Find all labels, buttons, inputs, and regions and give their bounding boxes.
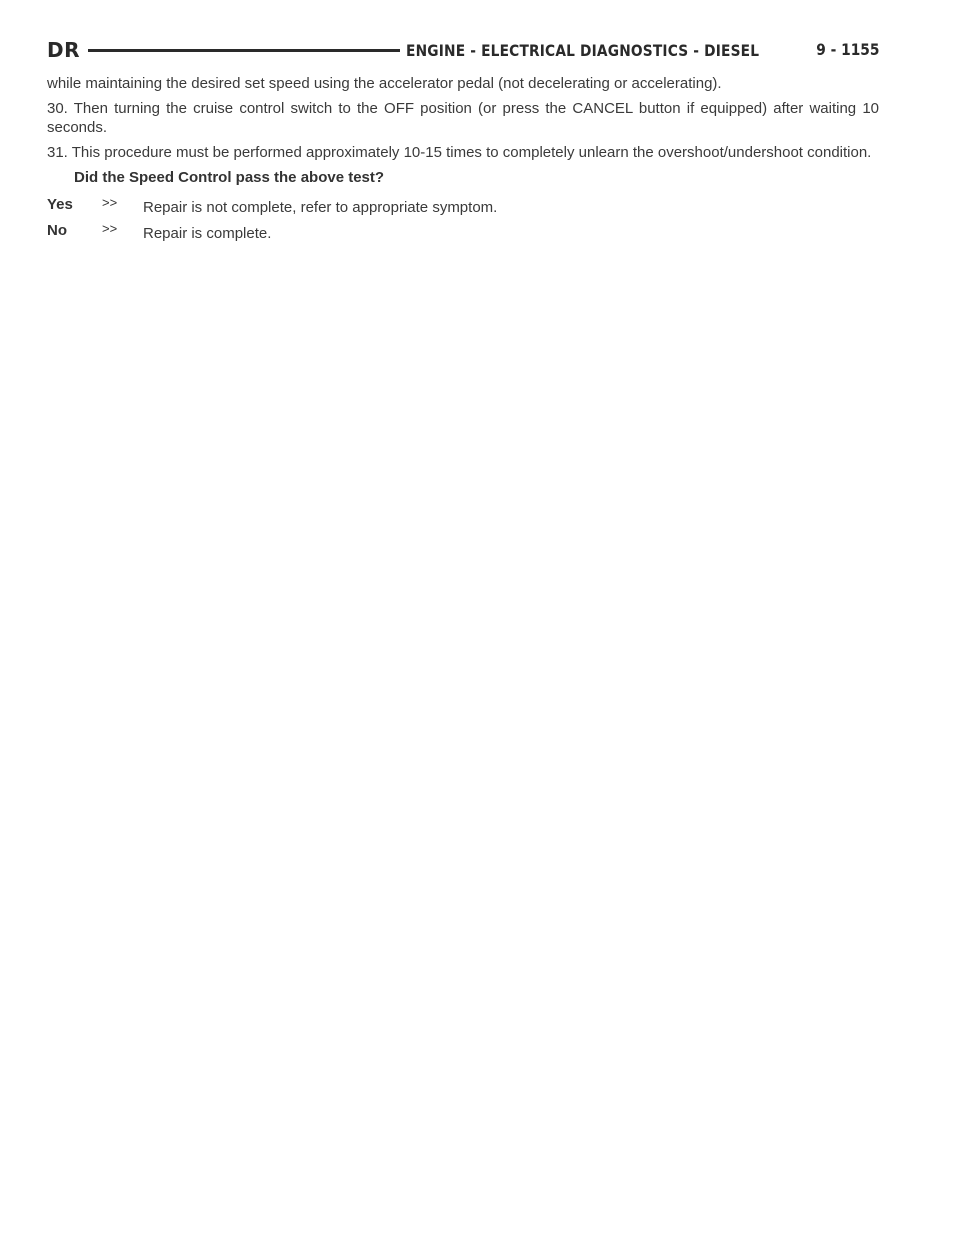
answer-key: Yes: [47, 196, 73, 213]
section-title: ENGINE - ELECTRICAL DIAGNOSTICS - DIESEL: [406, 40, 760, 60]
document-body: [47, 74, 879, 247]
answer-yes: [47, 195, 879, 221]
page-header: [47, 36, 879, 64]
answer-no: [47, 221, 879, 247]
answer-text: Repair is not complete, refer to appropriate symptom.: [143, 199, 498, 216]
manual-code: DR: [47, 38, 81, 62]
paragraph-continuation: while maintaining the desired set speed using the accelerator pedal (not decelerating or accelerating).: [47, 75, 722, 92]
answer-key: No: [47, 222, 67, 239]
step-31: 31. This procedure must be performed approximately 10-15 times to completely unlearn the overshoot/undershoot condition.: [47, 144, 872, 161]
step-30: 30. Then turning the cruise control switch to the OFF position (or press the CANCEL button if equipped) after waiting 10 seconds.: [47, 100, 879, 136]
arrow-indicator: >>: [102, 221, 118, 236]
arrow-indicator: >>: [102, 195, 118, 210]
test-question: Did the Speed Control pass the above test?: [74, 169, 385, 186]
header-rule: [88, 49, 400, 52]
page-number: 9 - 1155: [815, 40, 879, 59]
answer-text: Repair is complete.: [143, 225, 272, 242]
